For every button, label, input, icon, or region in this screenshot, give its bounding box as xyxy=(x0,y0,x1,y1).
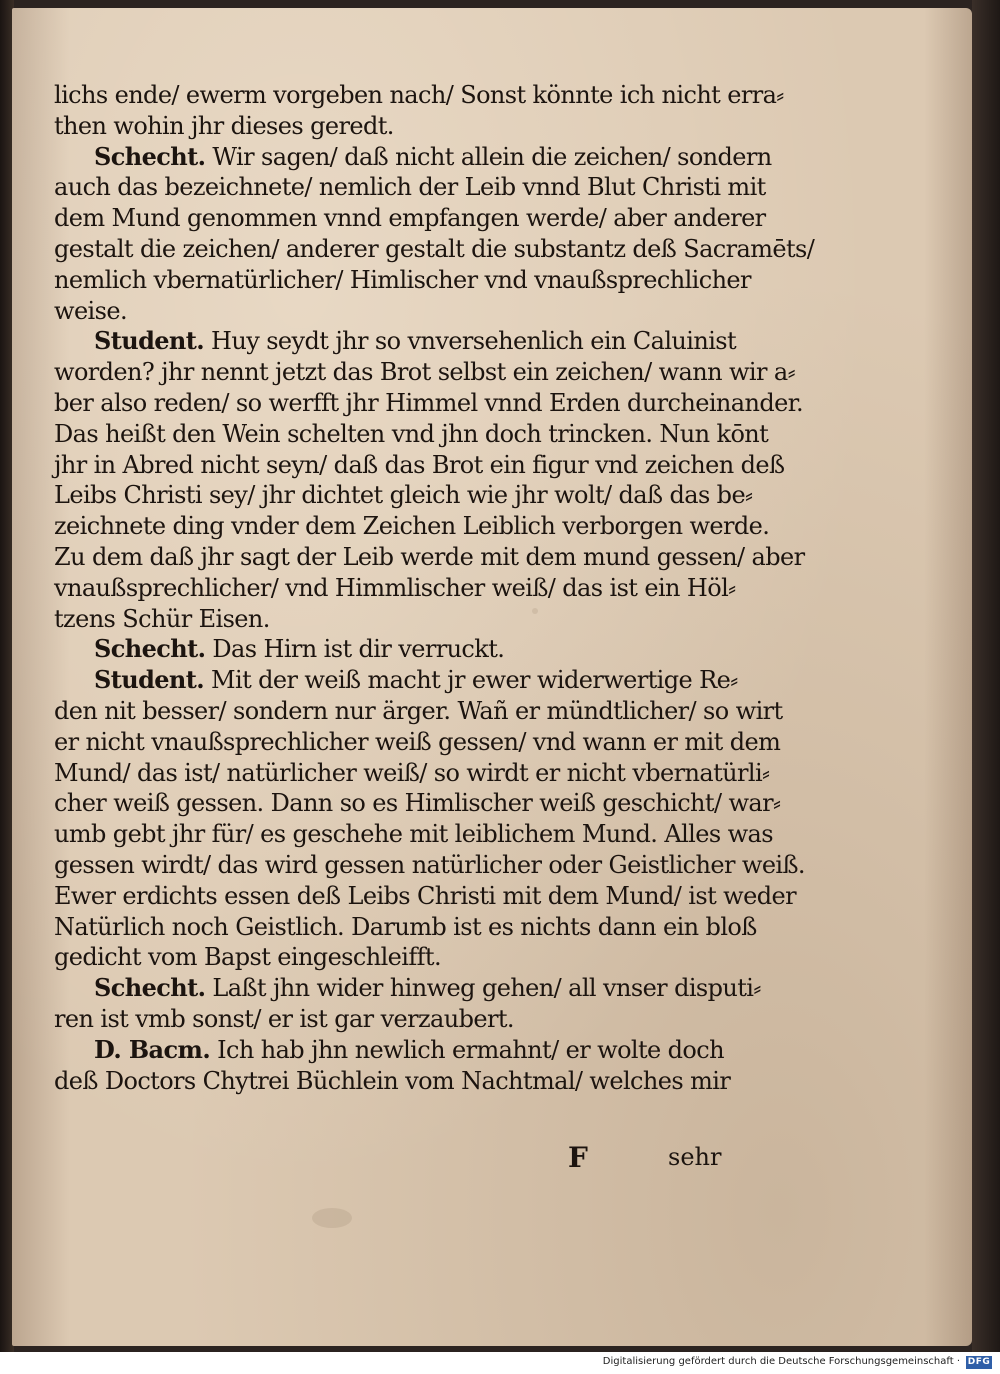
line-text: Mit der weiß macht jr ewer widerwertige Re⸗ xyxy=(204,666,738,695)
line-text: er nicht vnaußsprechlicher weiß gessen/ vnd wann er mit dem xyxy=(54,727,781,756)
text-line xyxy=(54,912,757,942)
line-text: gestalt die zeichen/ anderer gestalt die substantz deß Sacramēts/ xyxy=(54,235,815,263)
text-line xyxy=(54,511,770,541)
line-text: gedicht vom Bapst eingeschleifft. xyxy=(54,943,441,972)
line-text: ren ist vmb sonst/ er ist gar verzaubert. xyxy=(54,1005,514,1033)
line-text: Das heißt den Wein schelten vnd jhn doch trincken. Nun kōnt xyxy=(54,419,769,448)
text-line xyxy=(54,758,770,788)
line-text: den nit besser/ sondern nur ärger. Wañ er mündtlicher/ so wirt xyxy=(54,697,783,725)
text-line xyxy=(54,696,783,726)
line-text: Leibs Christi sey/ jhr dichtet gleich wie jhr wolt/ daß das be⸗ xyxy=(54,481,753,510)
line-text: weise. xyxy=(54,296,127,325)
text-line xyxy=(94,326,737,356)
line-text: Wir sagen/ daß nicht allein die zeichen/ sondern xyxy=(205,142,772,171)
text-line xyxy=(94,973,761,1003)
text-line xyxy=(54,1066,731,1096)
speaker-name: D. Bacm. xyxy=(94,1034,211,1064)
text-line xyxy=(54,80,784,110)
line-text: vnaußsprechlicher/ vnd Himmlischer weiß/ das ist ein Höl⸗ xyxy=(54,573,736,602)
line-text: zeichnete ding vnder dem Zeichen Leiblich verborgen werde. xyxy=(54,512,770,541)
text-line xyxy=(54,788,781,818)
text-line xyxy=(54,850,805,880)
text-line xyxy=(54,604,724,634)
line-text: Huy seydt jhr so vnversehenlich ein Caluinist xyxy=(204,327,737,356)
text-line xyxy=(54,542,805,572)
speaker-name: Student. xyxy=(94,665,205,695)
line-text: then wohin jhr dieses geredt. xyxy=(54,111,394,140)
line-text: jhr in Abred nicht seyn/ daß das Brot ein figur vnd zeichen deß xyxy=(54,450,785,479)
book-right-edge xyxy=(972,0,1000,1352)
text-line xyxy=(54,234,815,264)
text-line xyxy=(54,357,796,387)
text-line xyxy=(54,1004,724,1034)
book-page xyxy=(12,8,972,1346)
text-line xyxy=(54,942,724,972)
line-text: gessen wirdt/ das wird gessen natürlicher oder Geistlicher weiß. xyxy=(54,851,805,879)
text-line xyxy=(54,388,803,418)
line-text: ber also reden/ so werfft jhr Himmel vnnd Erden durcheinander. xyxy=(54,389,803,417)
text-line xyxy=(94,665,738,695)
line-text: Natürlich noch Geistlich. Darumb ist es nichts dann ein bloß xyxy=(54,912,757,941)
text-line xyxy=(54,881,796,911)
dfg-logo: DFG xyxy=(967,1357,991,1367)
speaker-name: Schecht. xyxy=(94,973,206,1003)
line-text: nemlich vbernatürlicher/ Himlischer vnd vnaußsprechlicher xyxy=(54,265,751,294)
text-line xyxy=(54,450,785,480)
text-line xyxy=(94,1035,724,1065)
catchword: sehr xyxy=(668,1143,722,1171)
funding-credit: Digitalisierung gefördert durch die Deutsche Forschungsgemeinschaft · xyxy=(602,1356,960,1367)
text-line xyxy=(54,265,751,295)
line-text: deß Doctors Chytrei Büchlein vom Nachtmal/ welches mir xyxy=(54,1066,731,1095)
line-text: lichs ende/ ewerm vorgeben nach/ Sonst könnte ich nicht erra⸗ xyxy=(54,81,784,109)
line-text: Ich hab jhn newlich ermahnt/ er wolte doch xyxy=(210,1035,724,1064)
line-text: Mund/ das ist/ natürlicher weiß/ so wirdt er nicht vbernatürli⸗ xyxy=(54,758,770,787)
line-text: Das Hirn ist dir verruckt. xyxy=(205,635,505,664)
text-line xyxy=(54,111,724,141)
line-text: worden? jhr nennt jetzt das Brot selbst ein zeichen/ wann wir a⸗ xyxy=(54,358,796,387)
line-text: umb gebt jhr für/ es geschehe mit leiblichem Mund. Alles was xyxy=(54,820,773,849)
text-line xyxy=(54,172,766,202)
line-text: Ewer erdichts essen deß Leibs Christi mit dem Mund/ ist weder xyxy=(54,881,796,910)
text-line xyxy=(54,573,736,603)
text-line xyxy=(54,819,773,849)
signature-mark: F xyxy=(568,1141,588,1174)
line-text: cher weiß gessen. Dann so es Himlischer weiß geschicht/ war⸗ xyxy=(54,789,781,818)
text-line xyxy=(54,727,781,757)
text-line xyxy=(54,419,769,449)
paper-stain xyxy=(312,1208,352,1228)
line-text: auch das bezeichnete/ nemlich der Leib vnnd Blut Christi mit xyxy=(54,173,766,202)
speaker-name: Schecht. xyxy=(94,141,206,171)
line-text: Laßt jhn wider hinweg gehen/ all vnser disputi⸗ xyxy=(205,974,761,1003)
text-line xyxy=(54,203,766,233)
footer-bar xyxy=(0,1352,1000,1374)
line-text: Zu dem daß jhr sagt der Leib werde mit dem mund gessen/ aber xyxy=(54,543,805,571)
text-line xyxy=(94,634,724,664)
speaker-name: Student. xyxy=(94,326,205,356)
text-line xyxy=(94,141,772,172)
speaker-name: Schecht. xyxy=(94,634,206,664)
line-text: tzens Schür Eisen. xyxy=(54,604,270,633)
text-line xyxy=(54,296,724,326)
line-text: dem Mund genommen vnnd empfangen werde/ aber anderer xyxy=(54,204,766,233)
text-line xyxy=(54,480,753,510)
